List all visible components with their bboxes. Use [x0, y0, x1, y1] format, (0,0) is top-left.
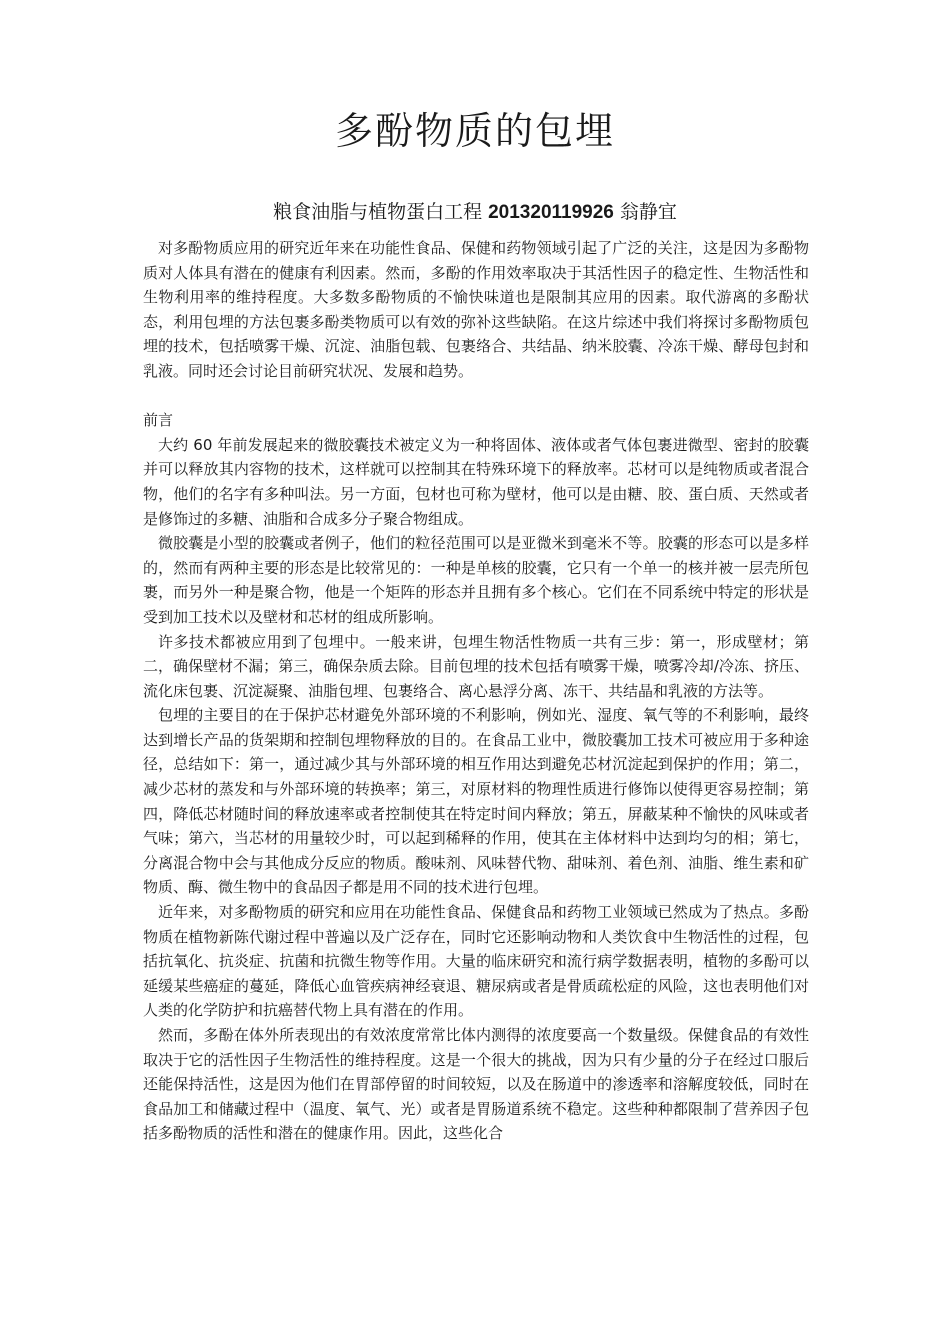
author-line — [0, 197, 950, 228]
abstract-paragraph: 对多酚物质应用的研究近年来在功能性食品、保健和药物领域引起了广泛的关注，这是因为多酚物质对人体具有潜在的健康有利因素。然而，多酚的作用效率取决于其活性因子的稳定性、生物活性和生物利用率的维持程度。大多数多酚物质的不愉快味道也是限制其应用的因素。取代游离的多酚状态，利用包埋的方法包裹多酚类物质可以有效的弥补这些缺陷。在这片综述中我们将探讨多酚物质包埋的技术，包括喷雾干燥、沉淀、油脂包载、包裹络合、共结晶、纳米胶囊、冷冻干燥、酵母包封和乳液。同时还会讨论目前研究状况、发展和趋势。 — [143, 239, 809, 380]
body-paragraph: 微胶囊是小型的胶囊或者例子，他们的粒径范围可以是亚微米到毫米不等。胶囊的形态可以是多样的，然而有两种主要的形态是比较常见的：一种是单核的胶囊，它只有一个单一的核并被一层壳所包裹，而另外一种是聚合物，他是一个矩阵的形态并且拥有多个核心。它们在不同系统中特定的形状是受到加工技术以及壁材和芯材的组成所影响。 — [143, 534, 809, 626]
author-name: 翁静宜 — [619, 201, 677, 223]
body-paragraph: 许多技术都被应用到了包埋中。一般来讲，包埋生物活性物质一共有三步：第一，形成壁材；第二，确保壁材不漏；第三，确保杂质去除。目前包埋的技术包括有喷雾干燥，喷雾冷却/冷冻、挤压、流化床包裹、沉淀凝聚、油脂包埋、包裹络合、离心悬浮分离、冻干、共结晶和乳液的方法等。 — [143, 632, 809, 700]
body-paragraph: 包埋的主要目的在于保护芯材避免外部环境的不利影响，例如光、湿度、氧气等的不利影响，最终达到增长产品的货架期和控制包埋物释放的目的。在食品工业中，微胶囊加工技术可被应用于多种途径，总结如下：第一，通过减少其与外部环境的相互作用达到避免芯材沉淀起到保护的作用；第二，减少芯材的蒸发和与外部环境的转换率；第三，对原材料的物理性质进行修饰以使得更容易控制；第四，降低芯材随时间的释放速率或者控制使其在特定时间内释放；第五，屏蔽某种不愉快的风味或者气味；第六，当芯材的用量较少时，可以起到稀释的作用，使其在主体材料中达到均匀的相；第七，分离混合物中会与其他成分反应的物质。酸味剂、风味替代物、甜味剂、着色剂、油脂、维生素和矿物质、酶、微生物中的食品因子都是用不同的技术进行包埋。 — [143, 706, 809, 897]
body-paragraph: 近年来，对多酚物质的研究和应用在功能性食品、保健食品和药物工业领域已然成为了热点。多酚物质在植物新陈代谢过程中普遍以及广泛存在，同时它还影响动物和人类饮食中生物活性的过程，包括抗氧化、抗炎症、抗菌和抗微生物等作用。大量的临床研究和流行病学数据表明，植物的多酚可以延缓某些癌症的蔓延，降低心血管疾病神经衰退、糖尿病或者是骨质疏松症的风险，这也表明他们对人类的化学防护和抗癌替代物上具有潜在的作用。 — [143, 903, 809, 1020]
author-student-id: 201320119926 — [488, 202, 614, 223]
document-title: 多酚物质的包埋 — [334, 109, 615, 153]
author-major: 粮食油脂与植物蛋白工程 — [273, 201, 483, 223]
document-body — [143, 236, 809, 1146]
body-paragraph: 大约 60 年前发展起来的微胶囊技术被定义为一种将固体、液体或者气体包裹进微型、密封的胶囊并可以释放其内容物的技术，这样就可以控制其在特殊环境下的释放率。芯材可以是纯物质或者混合物，他们的名字有多种叫法。另一方面，包材也可称为壁材，他可以是由糖、胶、蛋白质、天然或者是修饰过的多糖、油脂和合成多分子聚合物组成。 — [143, 435, 809, 528]
section-heading: 前言 — [143, 411, 174, 430]
body-paragraph: 然而，多酚在体外所表现出的有效浓度常常比体内测得的浓度要高一个数量级。保健食品的有效性取决于它的活性因子生物活性的维持程度。这是一个很大的挑战，因为只有少量的分子在经过口服后还能保持活性，这是因为他们在胃部停留的时间较短，以及在肠道中的渗透率和溶解度较低，同时在食品加工和储藏过程中（温度、氧气、光）或者是胃肠道系统不稳定。这些种种都限制了营养因子包括多酚物质的活性和潜在的健康作用。因此，这些化合 — [143, 1026, 809, 1143]
